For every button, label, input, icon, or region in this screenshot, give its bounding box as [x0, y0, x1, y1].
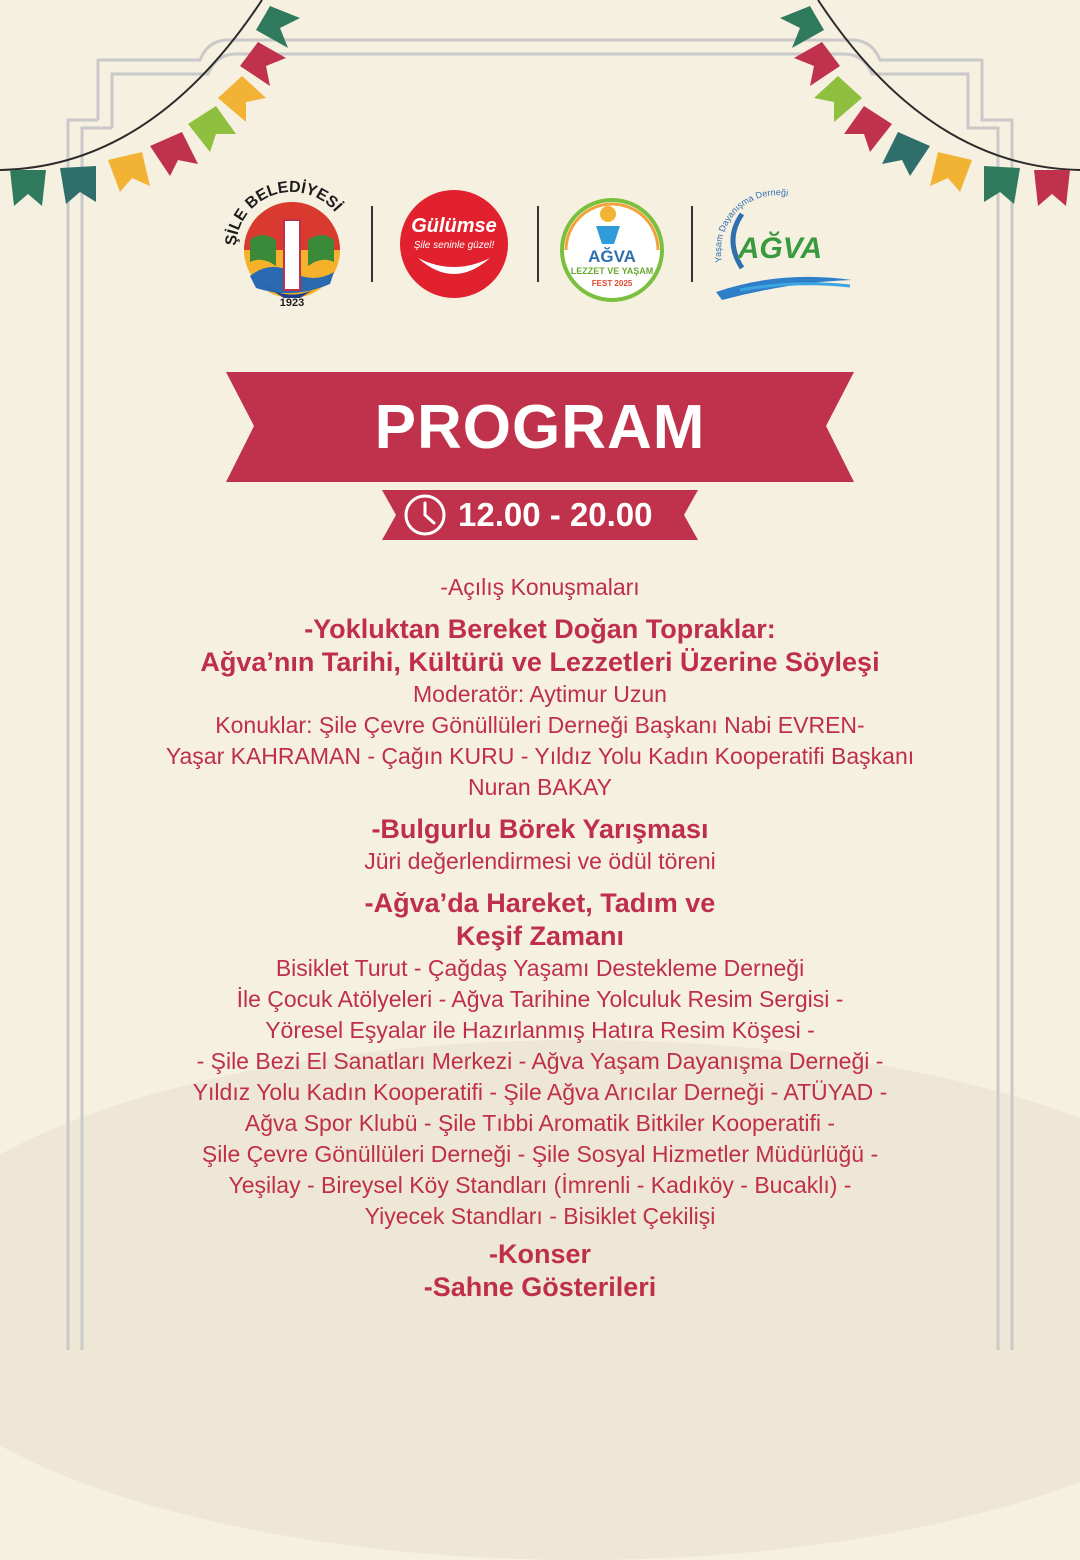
program-title: PROGRAM — [374, 393, 706, 462]
activity-line: Şile Çevre Gönüllüleri Derneği - Şile Sosyal Hizmetler Müdürlüğü - — [201, 1141, 879, 1167]
dernek-logo-arc-text: Yaşam Dayanışma Derneği — [712, 187, 790, 264]
activity-line: Yöresel Eşyalar ile Hazırlanmış Hatıra Resim Köşesi - — [265, 1017, 815, 1043]
activity-title-line-2: Keşif Zamanı — [455, 921, 625, 951]
activity-title-line-1: -Ağva’da Hareket, Tadım ve — [364, 888, 716, 918]
activity-line: Bisiklet Turut - Çağdaş Yaşamı Destekleme Derneği — [275, 955, 805, 981]
sile-logo-arc-text: ŞİLE BELEDİYESİ — [222, 178, 346, 247]
talk-title-line-1: -Yokluktan Bereket Doğan Topraklar: — [304, 614, 776, 644]
activity-line: Yeşilay - Bireysel Köy Standları (İmrenli - Kadıköy - Bucaklı) - — [228, 1172, 852, 1198]
opening-item: -Açılış Konuşmaları — [440, 574, 640, 600]
program-time: 12.00 - 20.00 — [458, 496, 653, 533]
agva-fest-logo — [562, 200, 662, 300]
contest-description: Jüri değerlendirmesi ve ödül töreni — [364, 848, 716, 874]
stage-shows-item: -Sahne Gösterileri — [423, 1272, 657, 1302]
activity-line: Yiyecek Standları - Bisiklet Çekilişi — [364, 1203, 716, 1229]
gulumse-logo — [400, 190, 508, 298]
dernek-logo-name: AĞVA — [737, 232, 823, 265]
sponsor-logos — [0, 170, 1080, 320]
program-content — [60, 572, 1020, 1304]
activity-line: İle Çocuk Atölyeleri - Ağva Tarihine Yolculuk Resim Sergisi - — [236, 986, 844, 1012]
sile-logo-year: 1923 — [279, 297, 305, 309]
concert-item: -Konser — [488, 1239, 591, 1269]
activity-line: Ağva Spor Klubü - Şile Tıbbi Aromatik Bitkiler Kooperatifi - — [244, 1110, 836, 1136]
talk-guests-line-3: Nuran BAKAY — [467, 774, 613, 800]
fest-logo-line2: LEZZET VE YAŞAM — [570, 266, 654, 276]
fest-logo-line3: FEST 2025 — [591, 279, 633, 288]
activity-line: Yıldız Yolu Kadın Kooperatifi - Şile Ağva Arıcılar Derneği - ATÜYAD - — [192, 1079, 888, 1105]
talk-guests-line-2: Yaşar KAHRAMAN - Çağın KURU - Yıldız Yolu Kadın Kooperatifi Başkanı — [165, 743, 915, 769]
agva-dernek-logo — [713, 187, 852, 300]
gulumse-logo-tagline: Şile seninle güzel! — [413, 240, 495, 251]
sile-belediyesi-logo — [223, 179, 346, 309]
talk-title-line-2: Ağva’nın Tarihi, Kültürü ve Lezzetleri Üzerine Söyleşi — [200, 647, 880, 677]
fest-logo-name: AĞVA — [588, 247, 636, 266]
talk-moderator: Moderatör: Aytimur Uzun — [413, 681, 667, 707]
talk-guests-line-1: Konuklar: Şile Çevre Gönüllüleri Derneği Başkanı Nabi EVREN- — [215, 712, 865, 738]
contest-title: -Bulgurlu Börek Yarışması — [371, 814, 709, 844]
activity-line: - Şile Bezi El Sanatları Merkezi - Ağva Yaşam Dayanışma Derneği - — [196, 1048, 884, 1074]
gulumse-logo-title: Gülümse — [411, 215, 497, 237]
